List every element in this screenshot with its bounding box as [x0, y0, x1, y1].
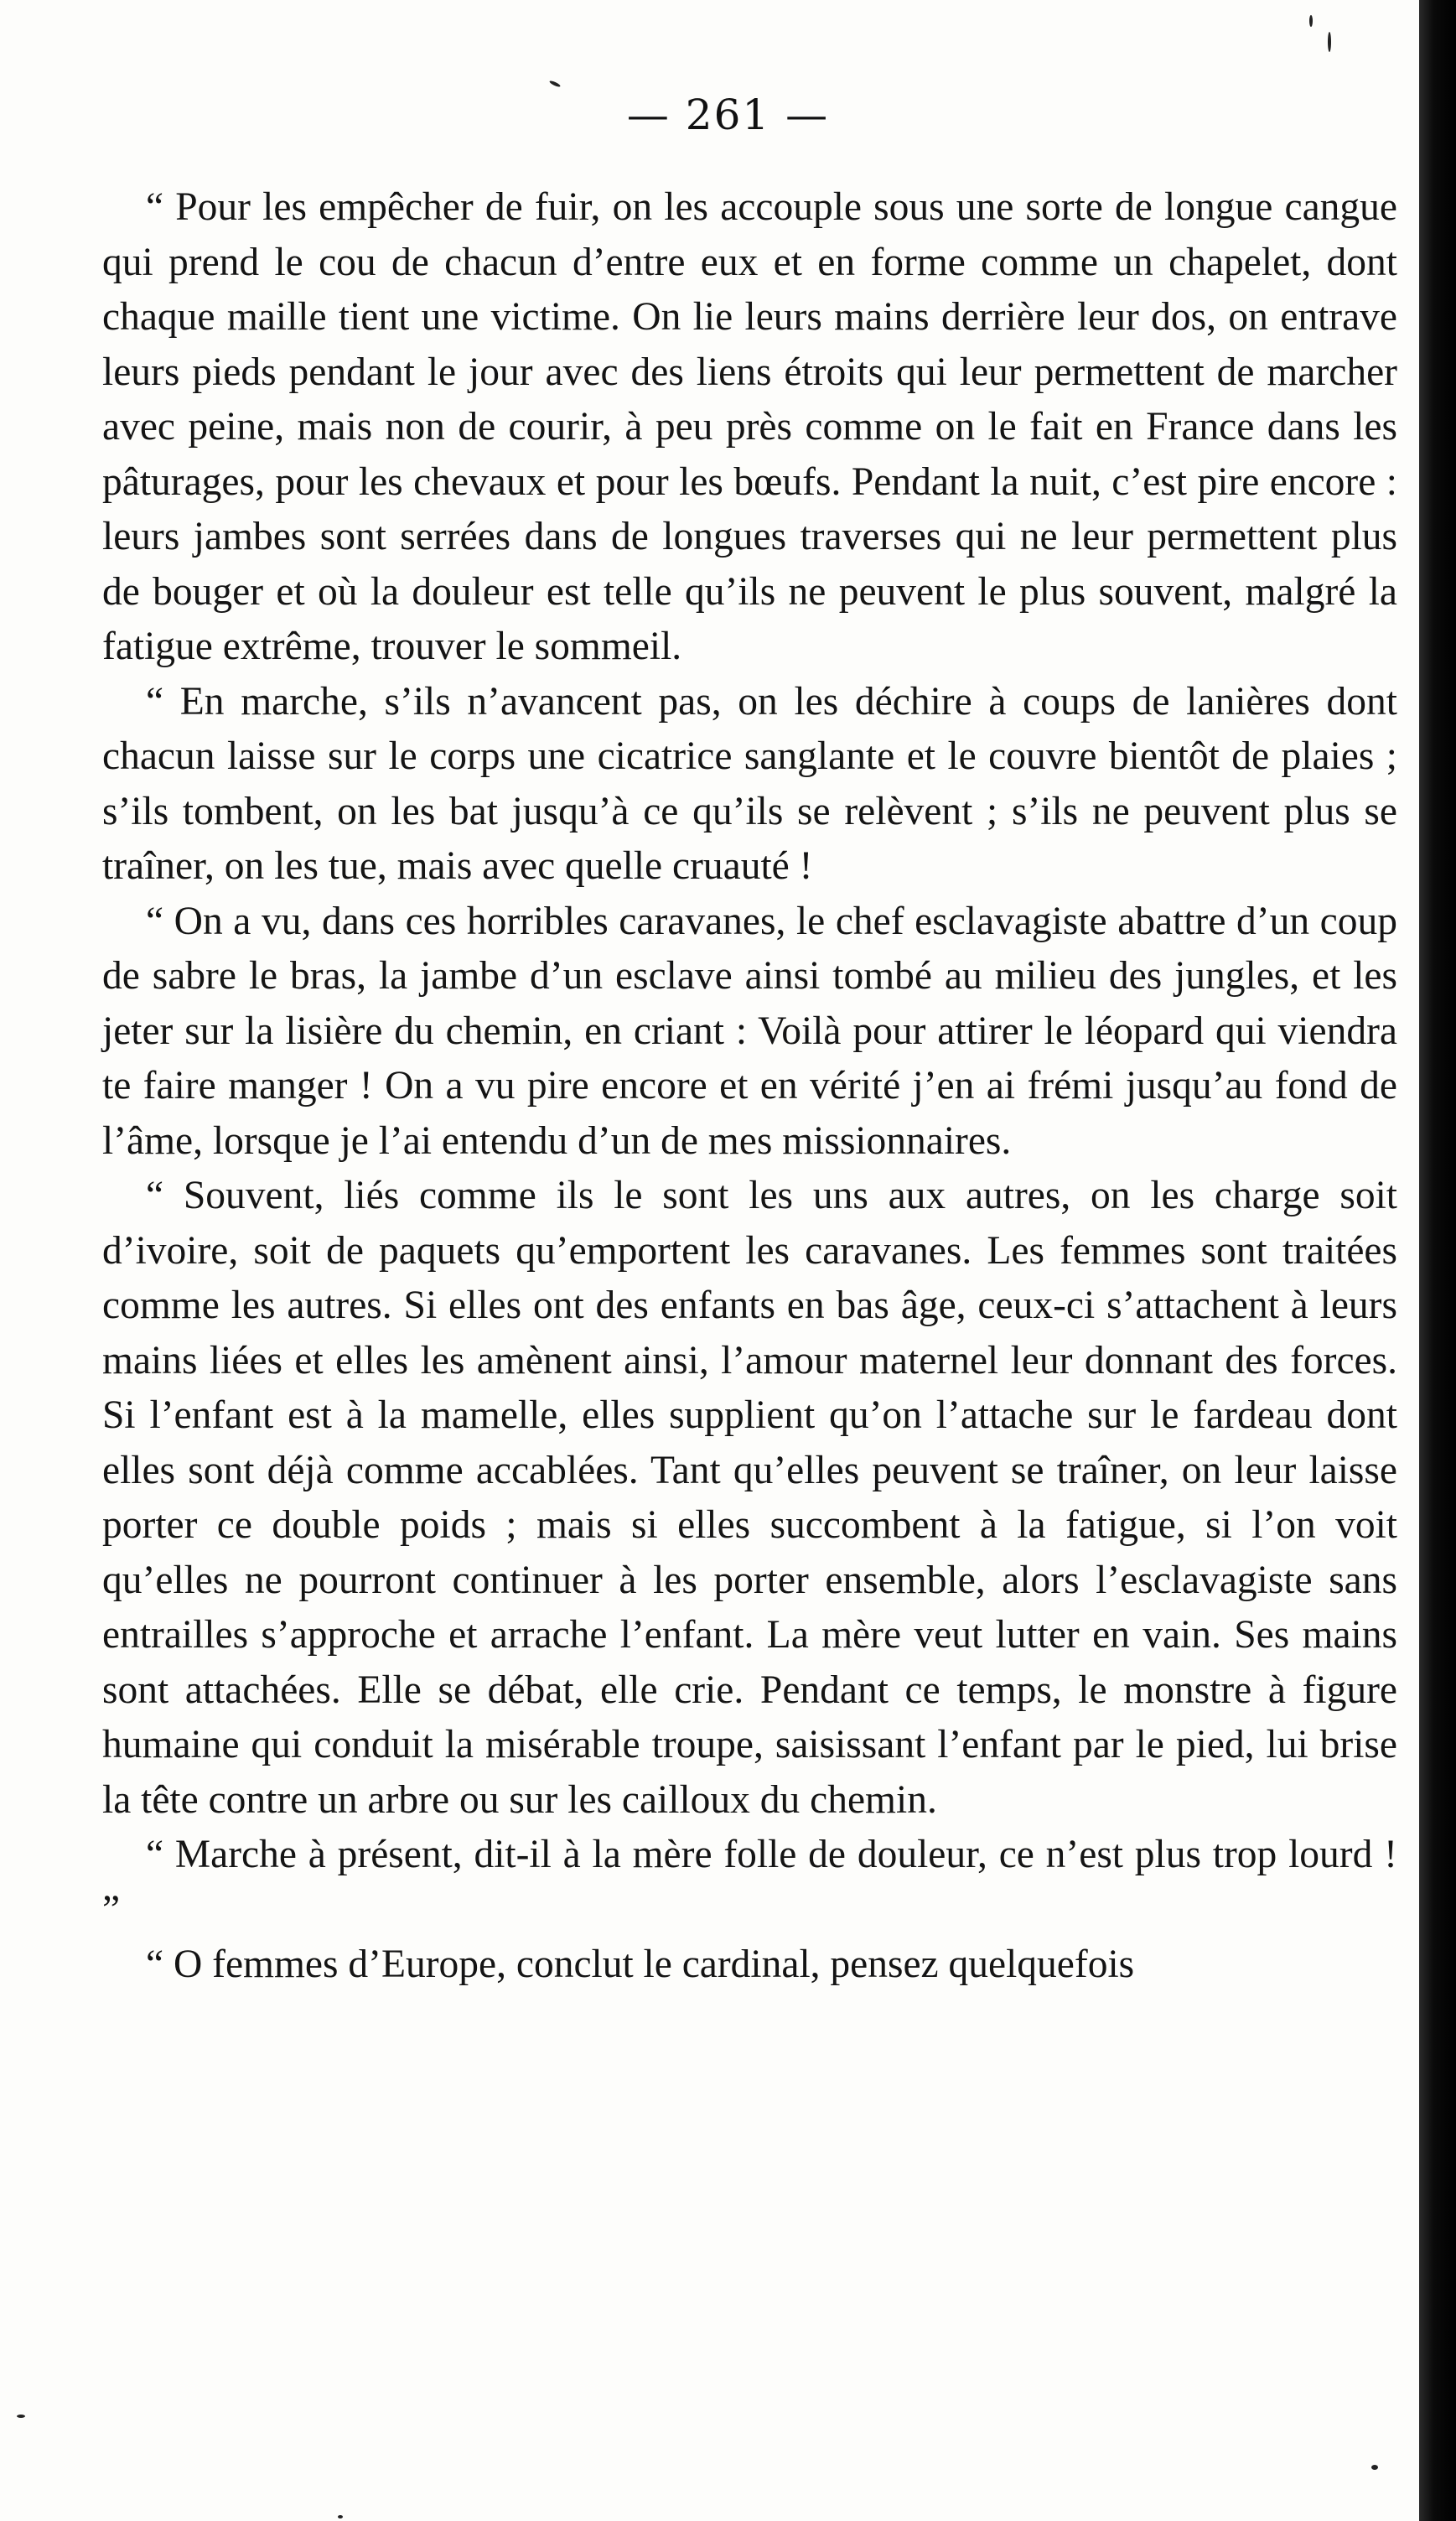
scan-speck	[1328, 32, 1331, 52]
binding-shadow	[1419, 0, 1456, 2521]
page-number: — 261 —	[626, 91, 830, 139]
scan-speck	[1371, 2465, 1378, 2470]
paragraph: “ Souvent, liés comme ils le sont les uns aux autres, on les charge soit d’ivoire, soit de paquets qu’emportent les caravanes. Les femmes sont traitées comme les autres. Si elles ont des enfants en bas âge, ceux-ci s’attachent à leurs mains liées et elles les amènent ainsi, l’amour maternel leur donnant des forces. Si l’enfant est à la mamelle, elles supplient qu’on l’attache sur le fardeau dont elles sont déjà comme accablées. Tant qu’elles peuvent se traîner, on leur laisse porter ce double poids ; mais si elles succombent à la fatigue, si l’on voit qu’elles ne pourront continuer à les porter ensemble, alors l’esclavagiste sans entrailles s’approche et arrache l’enfant. La mère veut lutter en vain. Ses mains sont attachées. Elle se débat, elle crie. Pendant ce temps, le monstre à figure humaine qui conduit la misérable troupe, saisissant l’enfant par le pied, lui brise la tête contre un arbre ou sur les cailloux du chemin.	[102, 1174, 1397, 1822]
scan-speck	[338, 2515, 343, 2518]
body-text	[102, 180, 1397, 1993]
paragraph: “ O femmes d’Europe, conclut le cardinal, pensez quelquefois	[146, 1943, 1135, 1986]
scan-speck	[549, 80, 561, 88]
paragraph: “ On a vu, dans ces horribles caravanes, le chef esclavagiste abattre d’un coup de sabre le bras, la jambe d’un esclave ainsi tombé au milieu des jungles, et les jeter sur la lisière du chemin, en criant : Voilà pour attirer le léopard qui viendra te faire manger ! On a vu pire encore et en vérité j’en ai frémi jusqu’au fond de l’âme, lorsque je l’ai entendu d’un de mes missionnaires.	[102, 899, 1397, 1163]
paragraph: “ Pour les empêcher de fuir, on les accouple sous une sorte de longue cangue qui prend le cou de chacun d’entre eux et en forme comme un chapelet, dont chaque maille tient une victime. On lie leurs mains derrière leur dos, on entrave leurs pieds pendant le jour avec des liens étroits qui leur permettent de marcher avec peine, mais non de courir, à peu près comme on le fait en France dans les pâturages, pour les chevaux et pour les bœufs. Pendant la nuit, c’est pire encore : leurs jambes sont serrées dans de longues traverses qui ne leur permettent plus de bouger et où la douleur est telle qu’ils ne peuvent le plus souvent, malgré la fatigue extrême, trouver le sommeil.	[102, 185, 1397, 668]
paragraph: “ En marche, s’ils n’avancent pas, on les déchire à coups de lanières dont chacun laisse sur le corps une cicatrice sanglante et le couvre bientôt de plaies ; s’ils tombent, on les bat jusqu’à ce qu’ils se relèvent ; s’ils ne peuvent plus se traîner, on les tue, mais avec quelle cruauté !	[102, 679, 1397, 888]
scan-speck	[1309, 15, 1313, 27]
paragraph: “ Marche à présent, dit-il à la mère folle de douleur, ce n’est plus trop lourd ! ”	[102, 1833, 1397, 1932]
scan-speck	[17, 2415, 25, 2418]
